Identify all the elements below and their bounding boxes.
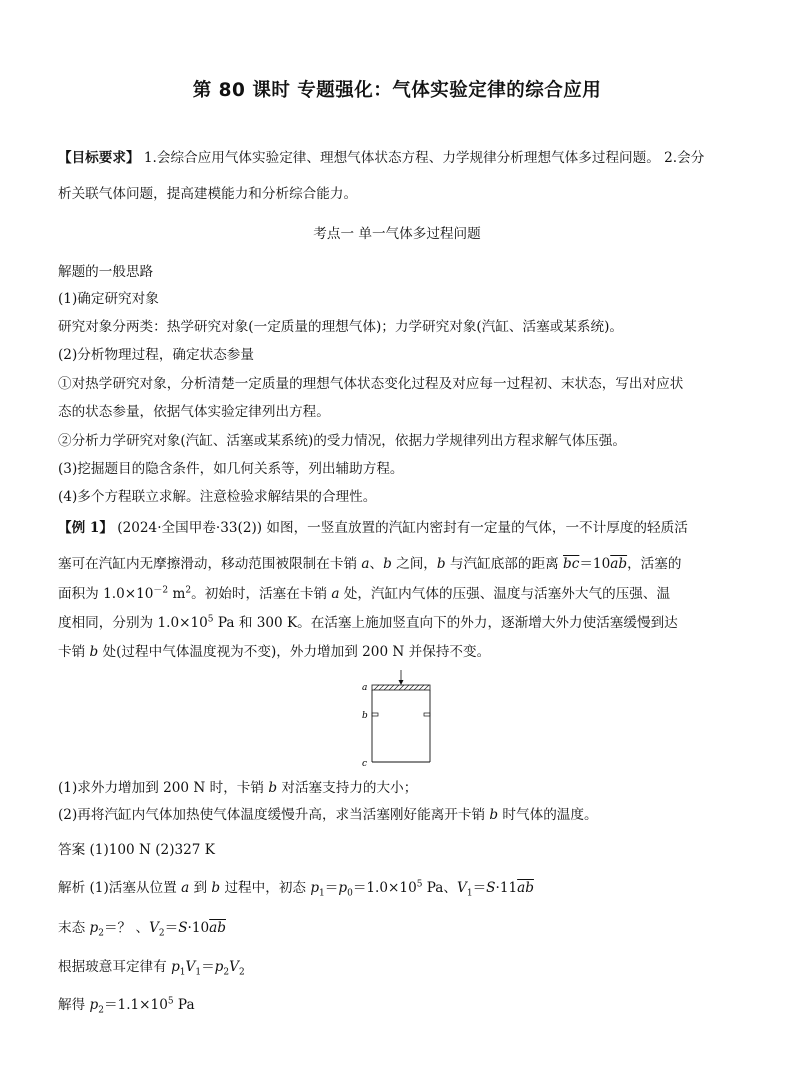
text: (2)再将汽缸内气体加热使气体温度缓慢升高，求当活塞刚好能离开卡销 <box>58 807 490 823</box>
var: p <box>89 920 99 936</box>
text: m <box>168 586 186 602</box>
text: 到 <box>189 880 212 896</box>
cylinder-diagram <box>352 668 452 768</box>
subscript: 2 <box>158 928 165 939</box>
example-line-5 <box>58 640 490 660</box>
text: 解得 <box>58 997 90 1013</box>
text: 塞可在汽缸内无摩擦滑动，移动范围被限制在卡销 <box>58 556 362 572</box>
text: ＝1.1×10 <box>103 997 168 1013</box>
subscript: 0 <box>347 888 353 899</box>
var-a: a <box>331 586 340 602</box>
method-step-2: (2)分析物理过程，确定状态参量 <box>58 347 254 363</box>
exponent: 5 <box>167 996 174 1007</box>
text: 处，汽缸内气体的压强、温度与活塞外大气的压强、温 <box>339 586 671 602</box>
text: 根据玻意耳定律有 <box>58 959 172 975</box>
answer-line <box>58 838 215 858</box>
text: 过程中，初态 <box>220 880 311 896</box>
subscript: 1 <box>179 967 186 978</box>
var: V <box>457 880 467 896</box>
question-2 <box>58 803 598 823</box>
text: ＝ <box>472 880 487 896</box>
subscript: 2 <box>98 928 104 939</box>
subscript: 2 <box>238 967 245 978</box>
segment-bc: $\overline{bc}$ <box>563 556 580 572</box>
exponent: －2 <box>153 585 169 596</box>
objectives-line-1 <box>58 146 704 166</box>
method-circle-1a: ①对热学研究对象，分析清楚一定质量的理想气体状态变化过程及对应每一过程初、末状态，写出对应状 <box>58 376 684 392</box>
exponent: 5 <box>416 879 423 890</box>
text: ·11 <box>495 880 518 896</box>
text: 处(过程中气体温度视为不变)，外力增加到 200 N 并保持不变。 <box>98 644 491 660</box>
analysis-line-1 <box>58 876 534 899</box>
text: 对活塞支持力的大小； <box>277 780 418 796</box>
var: V <box>185 959 196 975</box>
text: 。初始时，活塞在卡销 <box>191 586 332 602</box>
text: 与汽缸底部的距离 <box>445 556 564 572</box>
segment-ab: $\overline{ab}$ <box>517 880 534 896</box>
subscript: 1 <box>319 888 325 899</box>
section-heading: 考点一 单一气体多过程问题 <box>313 226 481 242</box>
text: 时气体的温度。 <box>498 807 598 823</box>
segment-ab: $\overline{ab}$ <box>209 920 226 936</box>
var-a: a <box>361 556 370 572</box>
method-heading: 解题的一般思路 <box>58 264 154 280</box>
text: Pa <box>173 997 195 1013</box>
example-label: 【例 1】 <box>58 520 113 536</box>
answer-label: 答案 <box>58 842 86 858</box>
text: Pa 和 300 K。在活塞上施加竖直向下的外力，逐渐增大外力使活塞缓慢到达 <box>213 615 678 631</box>
analysis-line-4 <box>58 993 195 1016</box>
subscript: 1 <box>195 967 202 978</box>
var: b <box>211 880 221 896</box>
analysis-line-3 <box>58 955 245 978</box>
text: (1)活塞从位置 <box>85 880 182 896</box>
method-step-3: (3)挖掘题目的隐含条件，如几何关系等，列出辅助方程。 <box>58 461 404 477</box>
text: ＝10 <box>579 556 611 572</box>
subscript: 2 <box>223 967 230 978</box>
example-line-4 <box>58 611 678 631</box>
subscript: 1 <box>466 888 473 899</box>
text: 之间， <box>391 556 437 572</box>
text: 度相同，分别为 1.0×10 <box>58 615 208 631</box>
text: ＝1.0×10 <box>352 880 417 896</box>
analysis-line-2 <box>58 916 226 939</box>
var-b: b <box>489 807 499 823</box>
text: 卡销 <box>58 644 90 660</box>
stopper-b-right <box>424 713 430 716</box>
method-circle-2: ②分析力学研究对象(汽缸、活塞或某系统)的受力情况，依据力学规律列出方程求解气体压强。 <box>58 433 626 449</box>
var: p <box>171 959 180 975</box>
var: V <box>149 920 159 936</box>
text: ＝ <box>164 920 179 936</box>
text: Pa、 <box>422 880 458 896</box>
objectives-text-1: 1.会综合应用气体实验定律、理想气体状态方程、力学规律分析理想气体多过程问题。 2.会分 <box>139 150 705 166</box>
var: S <box>178 920 188 936</box>
text: ＝ <box>201 959 215 975</box>
question-1 <box>58 776 417 796</box>
method-step-1-text: 研究对象分两类：热学研究对象(一定质量的理想气体)；力学研究对象(汽缸、活塞或某系统)。 <box>58 319 623 335</box>
example-line-3 <box>58 582 670 602</box>
var-b: b <box>383 556 392 572</box>
force-arrowhead <box>399 680 404 685</box>
text: 末态 <box>58 920 90 936</box>
answer-text: (1)100 N (2)327 K <box>85 842 215 858</box>
label-a: a <box>362 683 368 693</box>
method-step-4: (4)多个方程联立求解。注意检验求解结果的合理性。 <box>58 489 377 505</box>
var-b: b <box>89 644 99 660</box>
var: p <box>89 997 99 1013</box>
text: ·10 <box>187 920 210 936</box>
label-b: b <box>362 711 368 721</box>
var: S <box>486 880 496 896</box>
var: a <box>181 880 190 896</box>
objectives-line-2: 析关联气体问题，提高建模能力和分析综合能力。 <box>58 186 358 202</box>
exponent: 2 <box>185 585 192 596</box>
subscript: 2 <box>98 1005 104 1016</box>
segment-ab: $\overline{ab}$ <box>610 556 628 572</box>
var: p <box>310 880 320 896</box>
example-line-1 <box>58 516 688 536</box>
label-c: c <box>362 759 368 768</box>
objectives-label: 【目标要求】 <box>58 150 140 166</box>
text: 、 <box>369 556 384 572</box>
page-title: 第 80 课时 专题强化：气体实验定律的综合应用 <box>192 80 602 101</box>
text: 面积为 1.0×10 <box>58 586 154 602</box>
text: ，活塞的 <box>627 556 682 572</box>
method-circle-1b: 态的状态参量，依据气体实验定律列出方程。 <box>58 404 330 420</box>
piston-hatching <box>374 685 429 690</box>
var: p <box>338 880 348 896</box>
text: ＝？ 、 <box>103 920 150 936</box>
exponent: 5 <box>207 614 214 625</box>
text: ＝ <box>324 880 339 896</box>
var-b: b <box>268 780 278 796</box>
example-line-2 <box>58 552 681 572</box>
stopper-b-left <box>372 713 378 716</box>
var: V <box>229 959 239 975</box>
var-b: b <box>436 556 446 572</box>
text: (1)求外力增加到 200 N 时，卡销 <box>58 780 269 796</box>
example-text-1: (2024·全国甲卷·33(2)) 如图，一竖直放置的汽缸内密封有一定量的气体，一不计厚度的轻质活 <box>112 520 688 536</box>
method-step-1: (1)确定研究对象 <box>58 291 159 307</box>
var: p <box>214 959 224 975</box>
analysis-label: 解析 <box>58 880 86 896</box>
